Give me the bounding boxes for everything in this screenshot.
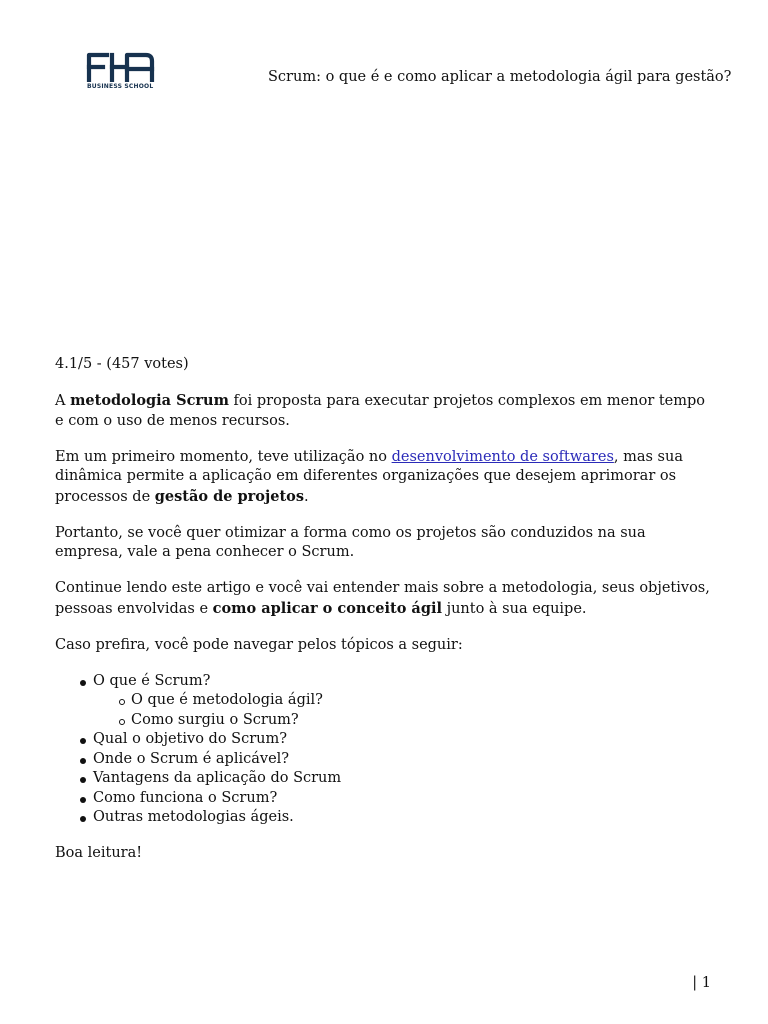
p1-text-start: A xyxy=(55,393,71,409)
intro-paragraph-1 xyxy=(55,391,715,431)
p1-text-end: foi proposta para executar projetos complexos em menor tempo e com o uso de menos recursos. xyxy=(55,393,706,429)
toc-subitem[interactable]: O que é metodologia ágil? xyxy=(131,691,715,711)
toc-subitem[interactable]: Como surgiu o Scrum? xyxy=(131,711,715,731)
closing-text: Boa leitura! xyxy=(55,845,143,861)
document-title: Scrum: o que é e como aplicar a metodologia ágil para gestão? xyxy=(268,69,732,85)
toc-item[interactable]: Outras metodologias ágeis. xyxy=(93,808,715,828)
logo-subtext: BUSINESS SCHOOL xyxy=(87,83,154,90)
p4-bold-text: como aplicar o conceito ágil xyxy=(212,599,442,617)
p2-text-mid: , mas sua dinâmica permite a aplicação em diferentes organizações que desejem aprimorar os processos de xyxy=(55,448,683,505)
toc-item[interactable]: Qual o objetivo do Scrum? xyxy=(93,730,715,750)
toc-item[interactable]: Como funciona o Scrum? xyxy=(93,789,715,809)
table-of-contents xyxy=(55,672,715,828)
toc-sublist xyxy=(93,691,715,730)
toc-item[interactable]: Vantagens da aplicação do Scrum xyxy=(93,769,715,789)
p4-text-start: Continue lendo este artigo e você vai entender mais sobre a metodologia, seus objetivos, pessoas envolvidas e xyxy=(55,580,710,617)
intro-paragraph-5: Caso prefira, você pode navegar pelos tópicos a seguir: xyxy=(55,636,463,653)
toc-item-label: O que é Scrum? xyxy=(93,672,211,689)
fia-logo xyxy=(86,51,156,93)
p4-text-end: junto à sua equipe. xyxy=(441,600,587,617)
p1-bold-text: metodologia Scrum xyxy=(70,392,229,409)
article-body xyxy=(55,355,715,880)
p2-text-end: . xyxy=(304,488,309,505)
software-development-link[interactable]: desenvolvimento de softwares xyxy=(391,448,614,465)
toc-item[interactable] xyxy=(93,672,715,731)
page-header xyxy=(0,0,768,100)
rating-text: 4.1/5 - (457 votes) xyxy=(55,356,189,372)
fia-logo-mark xyxy=(86,51,156,82)
page-number: | 1 xyxy=(692,975,711,991)
intro-paragraph-2 xyxy=(55,448,715,508)
toc-item[interactable]: Onde o Scrum é aplicável? xyxy=(93,750,715,770)
p2-bold-text: gestão de projetos xyxy=(154,487,304,505)
p2-text-start: Em um primeiro momento, teve utilização no xyxy=(55,448,392,465)
intro-paragraph-4 xyxy=(55,579,715,619)
intro-paragraph-3: Portanto, se você quer otimizar a forma como os projetos são conduzidos na sua empresa, vale a pena conhecer o Scrum. xyxy=(55,524,646,560)
